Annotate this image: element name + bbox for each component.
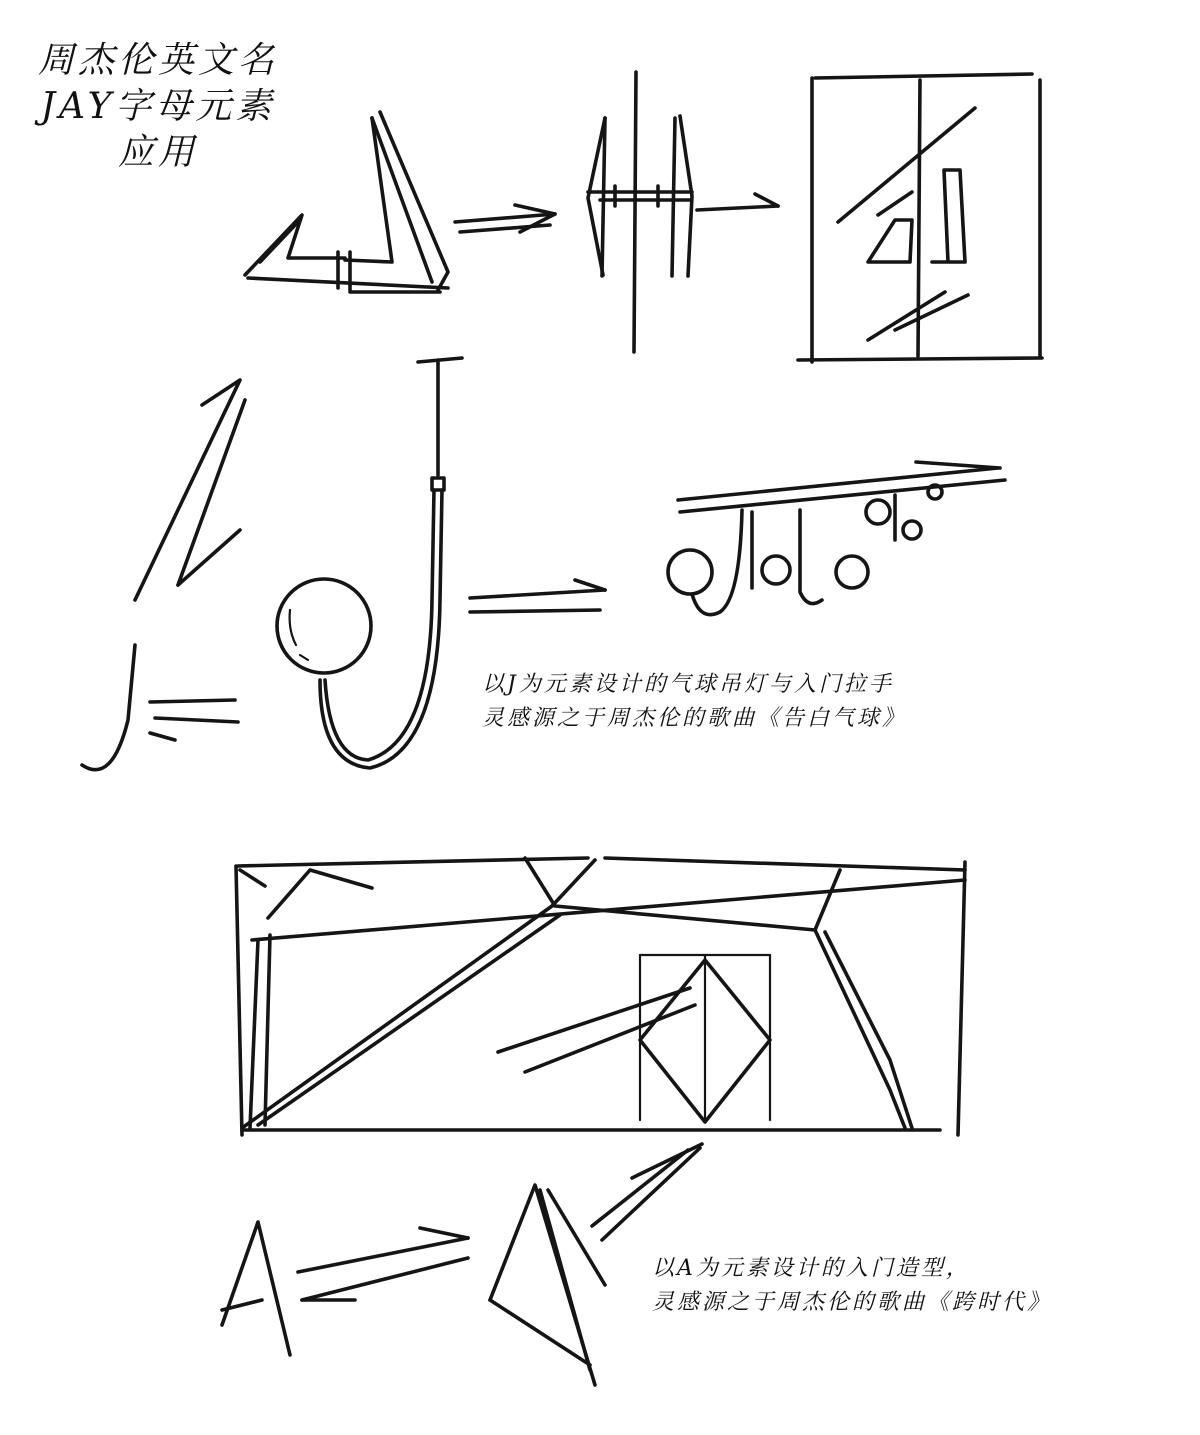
title-line-3: 应用	[117, 132, 198, 173]
arrow-right-2	[697, 194, 778, 210]
balloon-chandelier-sketch	[668, 462, 1005, 615]
handle-sketch	[588, 72, 692, 352]
a-letter-sketch	[222, 1222, 290, 1355]
a-caption-line-1: 以A为元素设计的入门造型，	[652, 1256, 971, 1281]
arrow-right-3	[470, 580, 605, 612]
arrow-right-1	[455, 205, 555, 232]
balloon-lamp-sketch	[277, 358, 462, 768]
arrow-double-1	[150, 700, 238, 740]
title-line-2: JAY字母元素	[40, 86, 276, 127]
door-panel-sketch	[798, 74, 1042, 362]
arrow-diagonal-a	[592, 1144, 702, 1240]
a-caption-line-2: 灵感源之于周杰伦的歌曲《跨时代》	[652, 1290, 1053, 1315]
title-line-1: 周杰伦英文名	[37, 40, 278, 81]
sketch-title	[18, 38, 298, 176]
a-door-sketch	[490, 1185, 605, 1385]
j-caption-line-2: 灵感源之于周杰伦的歌曲《告白气球》	[482, 706, 908, 731]
a-element-caption	[652, 1252, 1052, 1320]
j-element-caption	[482, 668, 907, 736]
j-caption-line-1: 以J为元素设计的气球吊灯与入门拉手	[482, 672, 894, 697]
a-entrance-sketch	[236, 858, 965, 1135]
j-letter-sketch	[82, 380, 245, 770]
arrow-double-2	[298, 1228, 468, 1300]
